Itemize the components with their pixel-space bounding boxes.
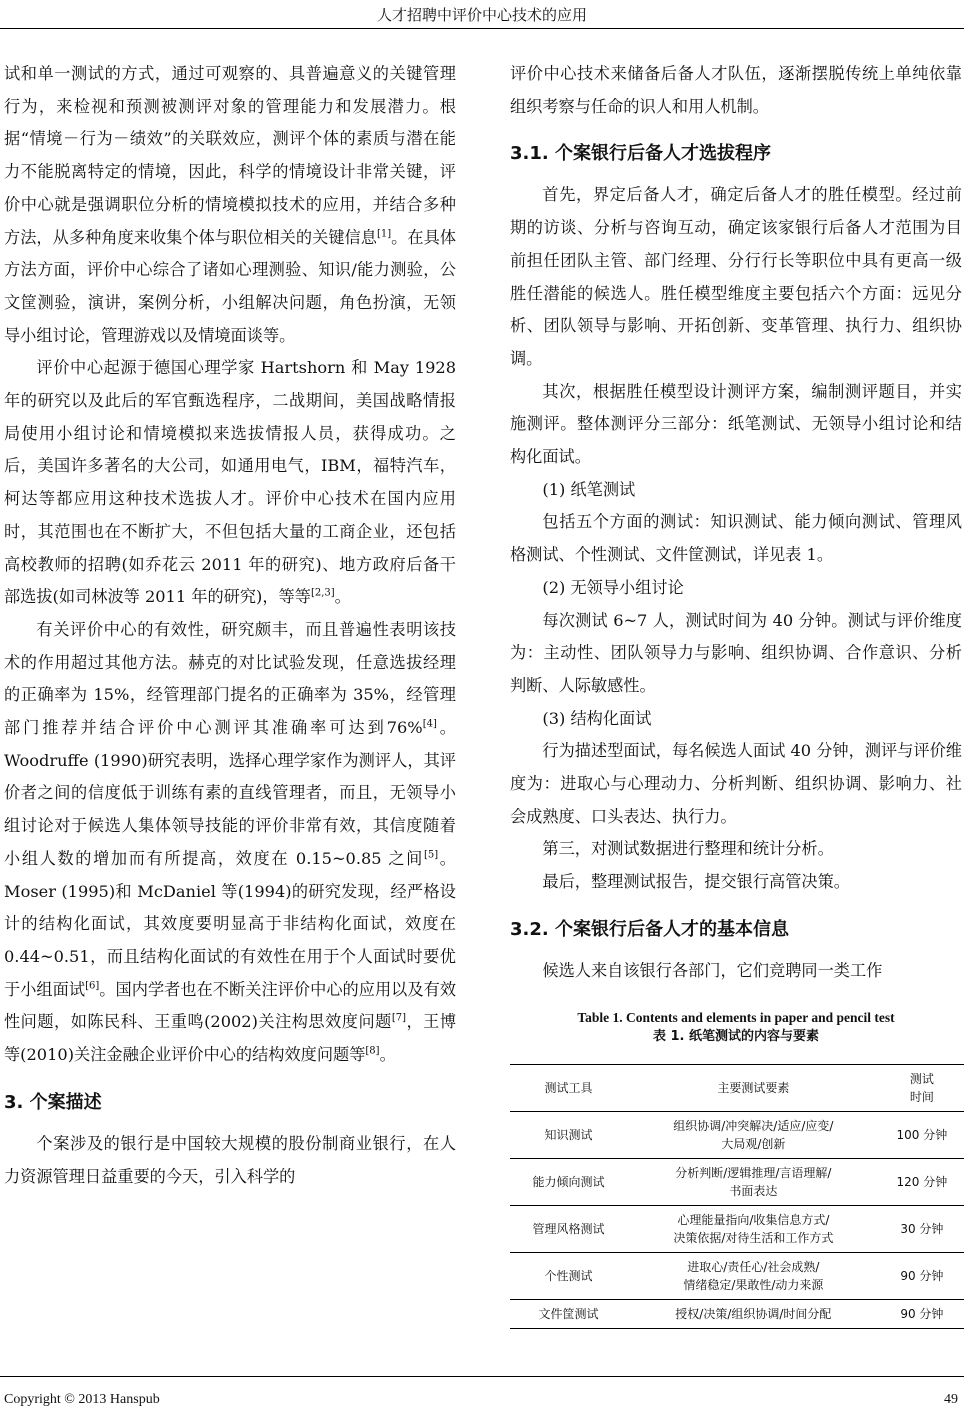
paragraph: 每次测试 6~7 人，测试时间为 40 分钟。测试与评价维度为：主动性、团队领导力与影响、组织协调、合作意识、分析判断、人际敏感性。 [510,610,962,695]
table-cell: 90 分钟 [900,1306,944,1321]
running-header: 人才招聘中评价中心技术的应用 [376,6,587,24]
table-row [510,1158,964,1205]
table-row [510,1205,964,1252]
left-column [4,58,456,1193]
table-cell: 知识测试 [544,1127,593,1142]
header-cell: 测试工具 [544,1080,593,1095]
table-cell: 心理能量指向/收集信息方式/ 决策依据/对待生活和工作方式 [673,1212,834,1245]
table-cell: 个性测试 [544,1268,593,1283]
citation: [1] [376,228,392,240]
table-caption-en: Table 1. Contents and elements in paper and pencil test [577,1009,895,1025]
citation: [5] [424,849,439,861]
paragraph: 包括五个方面的测试：知识测试、能力倾向测试、管理风格测试、个性测试、文件筐测试，详见表 1。 [510,512,962,565]
list-label: (3) 结构化面试 [542,708,652,728]
paragraph: 其次，根据胜任模型设计测评方案，编制测评题目，并实施测评。整体测评分三部分：纸笔测试、无领导小组讨论和结构化面试。 [510,381,962,467]
table-caption-cn: 表 1. 纸笔测试的内容与要素 [652,1028,820,1044]
table-cell: 分析判断/逻辑推理/言语理解/ 书面表达 [675,1165,832,1198]
paragraph: 个案涉及的银行是中国较大规模的股份制商业银行，在人力资源管理日益重要的今天，引入科学的 [4,1133,456,1186]
page-number: 49 [944,1392,958,1407]
paragraph: 评价中心起源于德国心理学家 Hartshorn 和 May 1928 年的研究以及此后的军官甄选程序，二战期间，美国战略情报局使用小组讨论和情境模拟来选拔情报人员，获得成功。之后，美国许多著名的大公司，如通用电气，IBM，福特汽车，柯达等都应用这种技术选拔人才。评价中心技术在国内应用时，其范围也在不断扩大，不但包括大量的工商企业，还包括高校教师的招聘(如乔花云 2011 年的研究)、地方政府后备干部选拔(如司林波等 2011 年的研究)，等等[2,3]。 [4,358,456,607]
table [510,1064,964,1329]
header-cell: 测试 时间 [909,1071,934,1104]
citation: [7] [391,1013,406,1024]
citation: [6] [85,980,100,992]
header-rule [0,28,964,29]
paragraph: 候选人来自该银行各部门，它们竞聘同一类工作 [542,960,883,980]
section-title: 3. 个案描述 [4,1091,102,1113]
footer-copyright: Copyright © 2013 Hanspub [4,1392,160,1407]
paragraph: 最后，整理测试报告，提交银行高管决策。 [542,872,850,892]
table-cell: 文件筐测试 [538,1306,599,1321]
section-title: 3.2. 个案银行后备人才的基本信息 [510,918,789,940]
paragraph: 评价中心技术来储备后备人才队伍，逐渐摆脱传统上单纯依靠组织考察与任命的识人和用人机制。 [510,64,962,116]
table-row [510,1111,964,1158]
table-cell: 30 分钟 [900,1221,944,1236]
table-cell: 授权/决策/组织协调/时间分配 [675,1306,832,1321]
footer-rule [0,1376,964,1377]
paragraph: 首先，界定后备人才，确定后备人才的胜任模型。经过前期的访谈、分析与咨询互动，确定该家银行后备人才范围为目前担任团队主管、部门经理、分行行长等职位中具有更高一级胜任潜能的候选人。胜任模型维度主要包括六个方面：远见分析、团队领导与影响、开拓创新、变革管理、执行力、组织协调。 [510,185,962,368]
table-cell: 组织协调/冲突解决/适应/应变/ 大局观/创新 [673,1118,834,1151]
table-header-row [510,1064,964,1111]
paragraph: 行为描述型面试，每名候选人面试 40 分钟，测评与评价维度为：进取心与心理动力、分析判断、组织协调、影响力、社会成熟度、口头表达、执行力。 [510,741,962,826]
paragraph: 有关评价中心的有效性，研究颇丰，而且普遍性表明该技术的作用超过其他方法。赫克的对比试验发现，任意选拔经理的正确率为 15%，经管理部门提名的正确率为 35%，经管理部门推荐并结合评价中心测评其准确率可达到76%[4]。Woodruffe (1990)研究表明，选择心理学家作为测评人，其评价者之间的信度低于训练有素的直线管理者，而且，无领导小组讨论对于候选人集体领导技能的评价非常有效，其信度随着小组人数的增加而有所提高，效度在 0.15~0.85 之间[5]。Moser (1995)和 McDaniel 等(1994)的研究发现，经严格设计的结构化面试，其效度要明显高于非结构化面试，效度在 0.44~0.51，而且结构化面试的有效性在用于个人面试时要优于小组面试[6]。国内学者也在不断关注评价中心的应用以及有效性问题，如陈民科、王重鸣(2002)关注构思效度问题[7]，王博等(2010)关注金融企业评价中心的结构效度问题等[8]。 [4,619,457,1065]
list-label: (2) 无领导小组讨论 [542,577,684,597]
right-column [510,58,962,1329]
header-cell: 主要测试要素 [717,1080,790,1095]
table-cell: 进取心/责任心/社会成熟/ 情绪稳定/果敢性/动力来源 [683,1259,824,1292]
table-cell: 100 分钟 [896,1127,948,1142]
table-cell: 120 分钟 [896,1174,948,1189]
table-cell: 管理风格测试 [532,1221,605,1236]
paragraph: 试和单一测试的方式，通过可观察的、具普遍意义的关键管理行为，来检视和预测被测评对象的管理能力和发展潜力。根据“情境－行为－绩效”的关联效应，测评个体的素质与潜在能力不能脱离特定的情境，因此，科学的情境设计非常关键，评价中心就是强调职位分析的情境模拟技术的应用，并结合多种方法，从多种角度来收集个体与职位相关的关键信息[1]。在具体方法方面，评价中心综合了诸如心理测验、知识/能力测验，公文筐测验，演讲，案例分析，小组解决问题，角色扮演，无领导小组讨论，管理游戏以及情境面谈等。 [4,64,457,345]
table-cell: 90 分钟 [900,1268,944,1283]
paragraph: 第三，对测试数据进行整理和统计分析。 [542,839,834,859]
citation: [2,3] [310,587,335,599]
citation: [8] [365,1045,380,1057]
list-label: (1) 纸笔测试 [542,479,636,499]
table-row [510,1299,964,1328]
section-title: 3.1. 个案银行后备人才选拔程序 [510,143,771,165]
table-row [510,1252,964,1299]
table-cell: 能力倾向测试 [532,1174,605,1189]
citation: [4] [422,718,437,730]
